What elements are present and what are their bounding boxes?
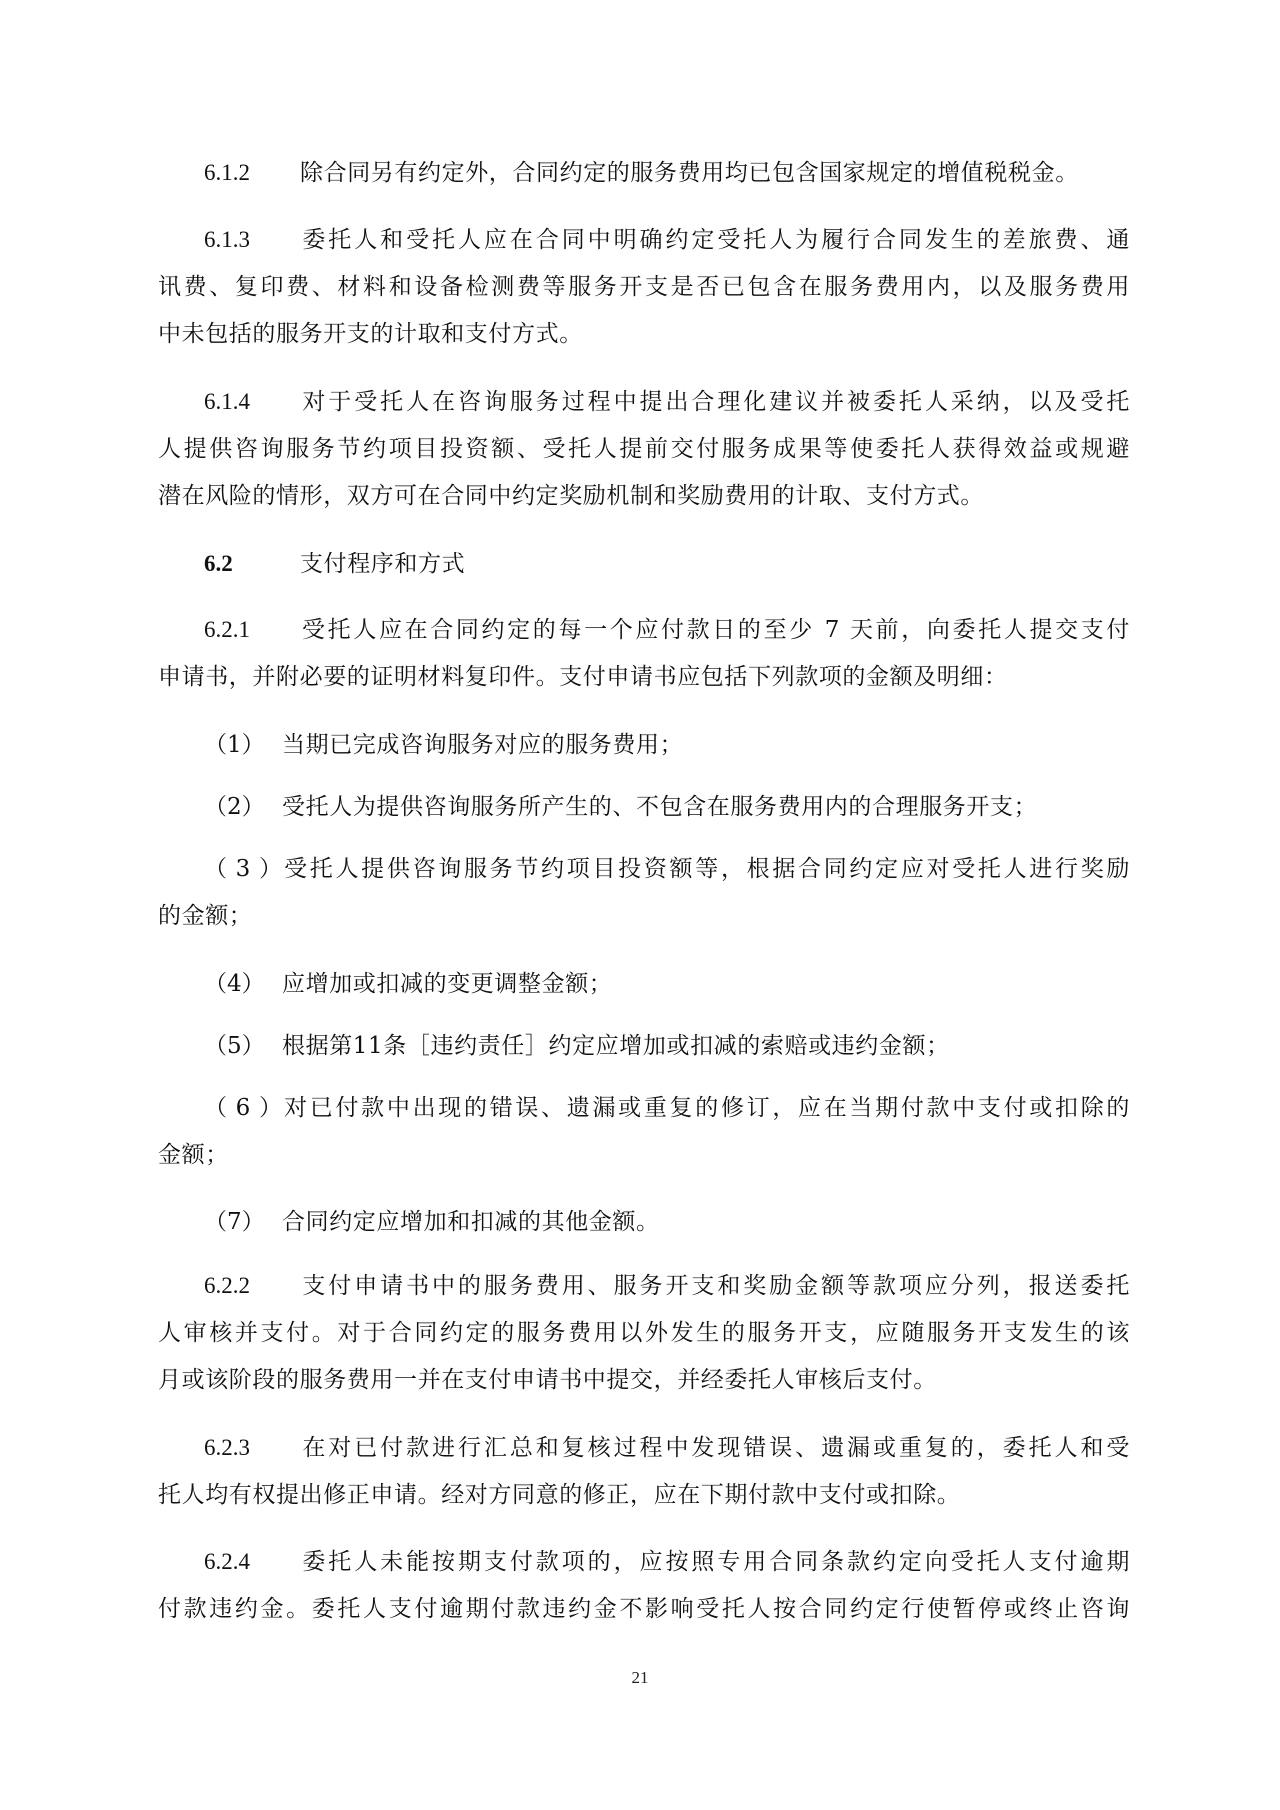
list-item-5 <box>158 1028 1130 1064</box>
document-page <box>158 0 1130 1810</box>
clause-text: 委托人和受托人应在合同中明确约定受托人为履行合同发生的差旅费、通 <box>300 227 1130 253</box>
clause-6-2-4-line-1 <box>158 1544 1130 1580</box>
list-item-text: 合同约定应增加和扣减的其他金额。 <box>282 1209 660 1235</box>
clause-6-1-4-line-1 <box>158 384 1130 420</box>
clause-number: 6.1.3 <box>204 227 250 252</box>
clause-6-1-3-line-2: 讯费、复印费、材料和设备检测费等服务开支是否已包含在服务费用内，以及服务费用 <box>158 274 1130 300</box>
clause-6-2-3-line-2: 托人均有权提出修正申请。经对方同意的修正，应在下期付款中支付或扣除。 <box>158 1482 961 1508</box>
list-item-text: 根据第11条［违约责任］约定应增加或扣减的索赔或违约金额； <box>282 1033 950 1059</box>
clause-6-1-3-line-3: 中未包括的服务开支的计取和支付方式。 <box>158 321 583 347</box>
list-item-1 <box>158 727 1130 763</box>
list-item-number: （2） <box>204 794 265 820</box>
list-item-6-line-1 <box>158 1090 1130 1126</box>
clause-text: 委托人未能按期支付款项的，应按照专用合同条款约定向受托人支付逾期 <box>300 1549 1130 1575</box>
list-item-text: 对已付款中出现的错误、遗漏或重复的修订，应在当期付款中支付或扣除的 <box>282 1095 1130 1121</box>
clause-6-2-1-line-2: 申请书，并附必要的证明材料复印件。支付申请书应包括下列款项的金额及明细： <box>158 664 1008 690</box>
list-item-4 <box>158 966 1130 1002</box>
clause-text: 支付申请书中的服务费用、服务开支和奖励金额等款项应分列，报送委托 <box>300 1273 1130 1299</box>
clause-6-1-2-line-1 <box>158 155 1130 191</box>
list-item-3-line-2: 的金额； <box>158 903 253 929</box>
clause-6-2-2-line-1 <box>158 1268 1130 1304</box>
clause-6-2-4-line-2: 付款违约金。委托人支付逾期付款违约金不影响受托人按合同约定行使暂停或终止咨询 <box>158 1596 1130 1622</box>
clause-6-1-4-line-2: 人提供咨询服务节约项目投资额、受托人提前交付服务成果等使委托人获得效益或规避 <box>158 436 1130 462</box>
clause-number: 6.2.3 <box>204 1435 250 1460</box>
clause-6-1-4-line-3: 潜在风险的情形，双方可在合同中约定奖励机制和奖励费用的计取、支付方式。 <box>158 483 984 509</box>
list-item-number: （7） <box>204 1209 265 1235</box>
list-item-number: （5） <box>204 1033 265 1059</box>
list-item-number: （6） <box>204 1095 282 1121</box>
clause-6-1-3-line-1 <box>158 222 1130 258</box>
clause-number: 6.2.1 <box>204 617 250 642</box>
list-item-2 <box>158 789 1130 825</box>
list-item-3-line-1 <box>158 851 1130 887</box>
clause-6-2-2-line-3: 月或该阶段的服务费用一并在支付申请书中提交，并经委托人审核后支付。 <box>158 1367 937 1393</box>
list-item-6-line-2: 金额； <box>158 1142 229 1168</box>
list-item-text: 受托人为提供咨询服务所产生的、不包含在服务费用内的合理服务开支； <box>282 794 1038 820</box>
list-item-number: （4） <box>204 971 265 997</box>
clause-text: 除合同另有约定外，合同约定的服务费用均已包含国家规定的增值税税金。 <box>300 160 1079 186</box>
clause-6-2-1-line-1 <box>158 612 1130 648</box>
list-item-7 <box>158 1204 1130 1240</box>
list-item-number: （1） <box>204 732 265 758</box>
list-item-text: 应增加或扣减的变更调整金额； <box>282 971 613 997</box>
clause-number: 6.2.4 <box>204 1549 250 1574</box>
section-6-2-heading <box>158 546 1130 582</box>
clause-number: 6.1.4 <box>204 389 250 414</box>
list-item-text: 受托人提供咨询服务节约项目投资额等，根据合同约定应对受托人进行奖励 <box>282 856 1130 882</box>
clause-text: 对于受托人在咨询服务过程中提出合理化建议并被委托人采纳，以及受托 <box>300 389 1130 415</box>
list-item-number: （3） <box>204 856 282 882</box>
clause-number: 6.1.2 <box>204 160 250 185</box>
clause-number: 6.2.2 <box>204 1273 250 1298</box>
list-item-text: 当期已完成咨询服务对应的服务费用； <box>282 732 684 758</box>
clause-6-2-3-line-1 <box>158 1430 1130 1466</box>
clause-text: 受托人应在合同约定的每一个应付款日的至少 7 天前，向委托人提交支付 <box>300 617 1130 643</box>
section-number: 6.2 <box>204 551 233 576</box>
clause-6-2-2-line-2: 人审核并支付。对于合同约定的服务费用以外发生的服务开支，应随服务开支发生的该 <box>158 1320 1130 1346</box>
page-number: 21 <box>631 1668 649 1687</box>
section-title: 支付程序和方式 <box>300 551 466 577</box>
clause-text: 在对已付款进行汇总和复核过程中发现错误、遗漏或重复的，委托人和受 <box>300 1435 1130 1461</box>
